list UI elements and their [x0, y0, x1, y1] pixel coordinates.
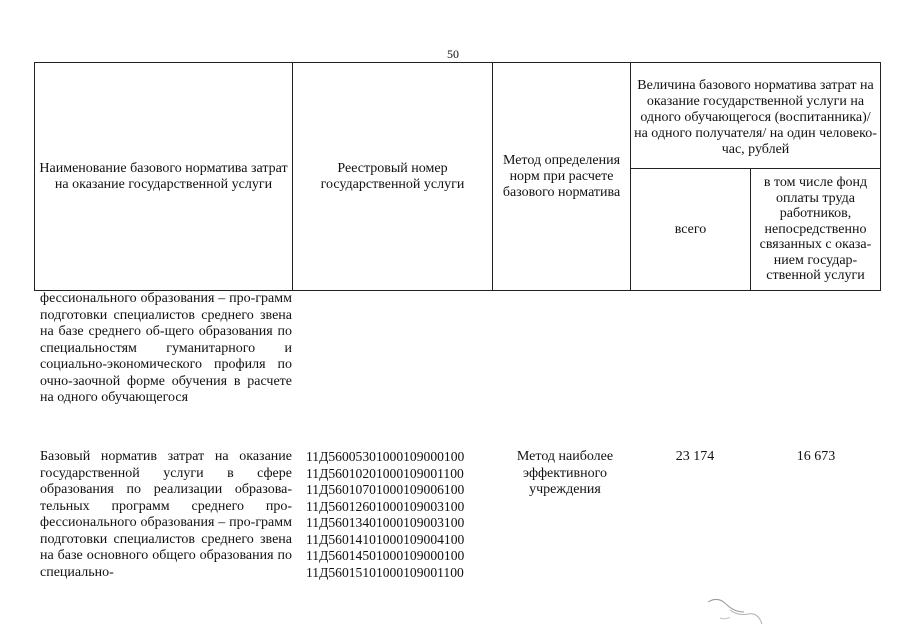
row-value-total: 23 174	[675, 449, 715, 464]
header-name-cell	[35, 63, 293, 291]
registry-codes	[306, 449, 496, 581]
row-method: Метод наиболее эффективного учреждения	[516, 449, 614, 497]
header-total-cell	[631, 169, 751, 291]
row-name: Базовый норматив затрат на оказание государственной услуги в сфере образования по реализации образова-тельных программ среднего про-фессионального образования – про-грамм подготовки специалистов среднего звена на базе основного общего образования по специально-	[40, 449, 292, 580]
header-payroll-cell	[751, 169, 881, 291]
header-registry-label: Реестровый номер государственной услуги	[320, 160, 465, 192]
header-value-label: Величина базового норматива затрат на оказание государственной услуги на одного обучающегося (воспитанника)/ на одного получателя/ на один человеко-час, рублей	[634, 77, 877, 157]
header-total-label: всего	[674, 221, 707, 237]
table-header	[34, 62, 881, 291]
registry-code: 11Д56010201000109001100	[306, 465, 464, 481]
header-value-cell	[631, 63, 881, 169]
registry-code: 11Д56013401000109003100	[306, 515, 465, 530]
header-method-cell	[493, 63, 631, 291]
registry-code: 11Д56012601000109003100	[306, 498, 465, 514]
continued-row-name: фессионального образования – про-грамм подготовки специалистов среднего звена на базе среднего об-щего образования по специальностям гуманитарного и социально-экономического профиля по очно-заочной форме обучения в расчете на одного обучающегося	[40, 291, 292, 405]
page-number: 50	[447, 47, 459, 61]
scan-mark-icon	[700, 590, 770, 630]
header-registry-cell	[293, 63, 493, 291]
registry-code: 11Д56014101000109004100	[306, 531, 465, 547]
registry-code: 11Д56005301000109000100	[306, 449, 465, 464]
row-value-payroll: 16 673	[796, 449, 836, 464]
header-payroll-label: в том числе фонд оплаты труда работников, непосредственно связанных с оказа-нием государ-ственной услуги	[759, 175, 872, 284]
registry-code: 11Д56014501000109000100	[306, 548, 465, 563]
header-name-label: Наименование базового норматива затрат на оказание государственной услуги	[39, 160, 288, 192]
registry-code: 11Д56015101000109001100	[306, 564, 464, 580]
header-method-label: Метод определения норм при расчете базового норматива	[502, 152, 621, 200]
registry-code: 11Д56010701000109006100	[306, 482, 465, 497]
